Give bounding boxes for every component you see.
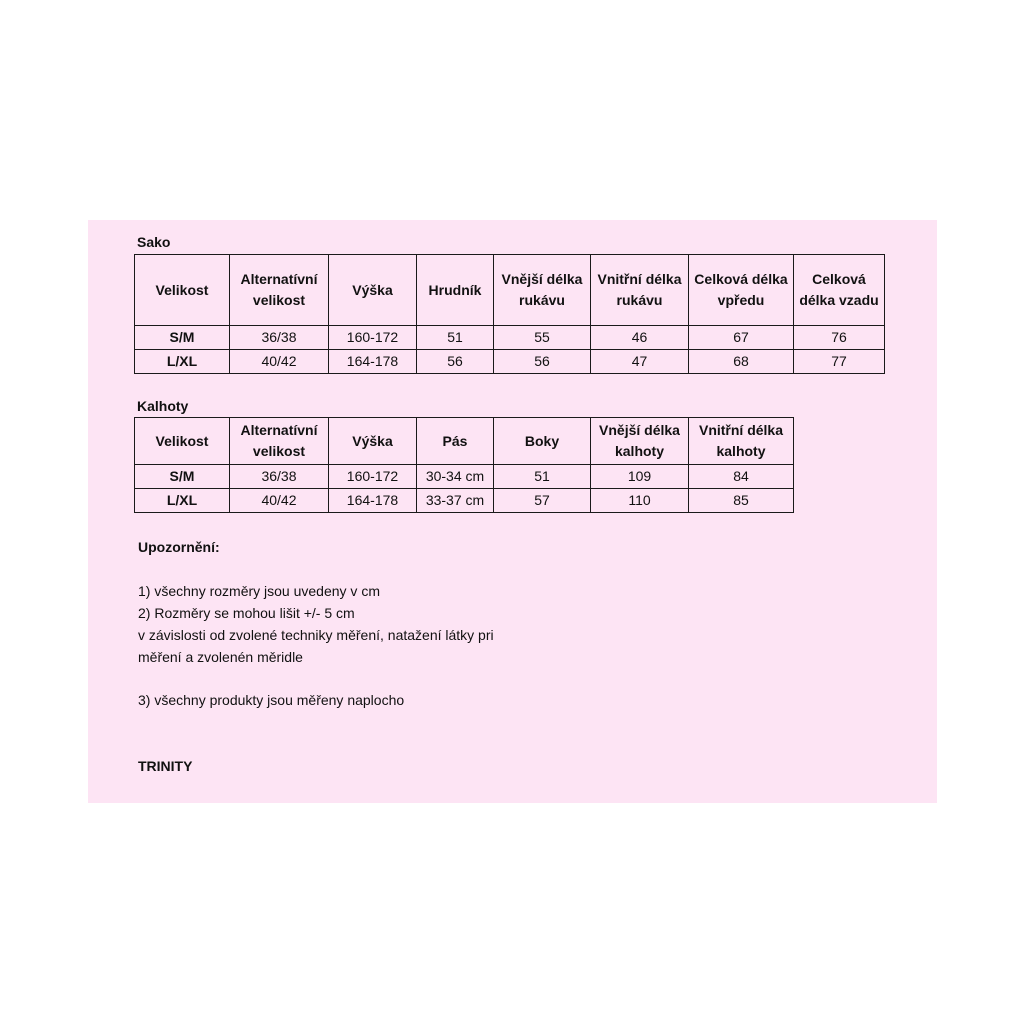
note-line: 1) všechny rozměry jsou uvedeny v cm — [138, 583, 380, 599]
table-cell: L/XL — [135, 489, 230, 513]
table-cell: 57 — [494, 489, 591, 513]
column-header: Hrudník — [417, 255, 494, 326]
table-cell: 160-172 — [329, 465, 417, 489]
table-cell: 164-178 — [329, 350, 417, 374]
table-cell: 67 — [689, 326, 794, 350]
column-header: Alternatívní velikost — [230, 418, 329, 465]
table-cell: 51 — [417, 326, 494, 350]
kalhoty-header-row — [135, 418, 794, 465]
table-cell: 40/42 — [230, 489, 329, 513]
table-cell: 47 — [591, 350, 689, 374]
note-line: 2) Rozměry se mohou lišit +/- 5 cm — [138, 605, 355, 621]
table-cell: 109 — [591, 465, 689, 489]
table-cell: 36/38 — [230, 465, 329, 489]
table-cell: 51 — [494, 465, 591, 489]
table-cell: 55 — [494, 326, 591, 350]
column-header: Výška — [329, 255, 417, 326]
column-header: Výška — [329, 418, 417, 465]
table-cell: 68 — [689, 350, 794, 374]
table-cell: S/M — [135, 465, 230, 489]
column-header: Boky — [494, 418, 591, 465]
note-line: v závislosti od zvolené techniky měření, natažení látky pri — [138, 627, 494, 643]
column-header: Velikost — [135, 418, 230, 465]
sako-header-row — [135, 255, 885, 326]
table-cell: 36/38 — [230, 326, 329, 350]
table-row — [135, 326, 885, 350]
sako-title: Sako — [137, 234, 171, 250]
column-header: Celková délka vzadu — [794, 255, 885, 326]
table-cell: 77 — [794, 350, 885, 374]
table-row — [135, 489, 794, 513]
column-header: Celková délka vpředu — [689, 255, 794, 326]
column-header: Velikost — [135, 255, 230, 326]
table-cell: 56 — [417, 350, 494, 374]
table-cell: 76 — [794, 326, 885, 350]
column-header: Alternatívní velikost — [230, 255, 329, 326]
table-cell: L/XL — [135, 350, 230, 374]
note-line: 3) všechny produkty jsou měřeny naplocho — [138, 692, 405, 708]
table-cell: 85 — [689, 489, 794, 513]
table-row — [135, 350, 885, 374]
table-cell: 164-178 — [329, 489, 417, 513]
table-cell: 33-37 cm — [417, 489, 494, 513]
kalhoty-title: Kalhoty — [137, 398, 189, 414]
table-cell: 46 — [591, 326, 689, 350]
note-line: měření a zvolenén měridle — [138, 649, 303, 665]
table-cell: 56 — [494, 350, 591, 374]
column-header: Vnitřní délka rukávu — [591, 255, 689, 326]
kalhoty-size-table — [134, 417, 794, 513]
brand-name: TRINITY — [138, 758, 193, 774]
table-row — [135, 465, 794, 489]
table-cell: 84 — [689, 465, 794, 489]
table-cell: 110 — [591, 489, 689, 513]
size-chart-panel — [88, 220, 937, 803]
table-cell: S/M — [135, 326, 230, 350]
column-header: Pás — [417, 418, 494, 465]
table-cell: 40/42 — [230, 350, 329, 374]
column-header: Vnější délka rukávu — [494, 255, 591, 326]
table-cell: 30-34 cm — [417, 465, 494, 489]
column-header: Vnější délka kalhoty — [591, 418, 689, 465]
sako-size-table — [134, 254, 885, 374]
table-cell: 160-172 — [329, 326, 417, 350]
notes-title: Upozornění: — [138, 539, 220, 555]
column-header: Vnitřní délka kalhoty — [689, 418, 794, 465]
